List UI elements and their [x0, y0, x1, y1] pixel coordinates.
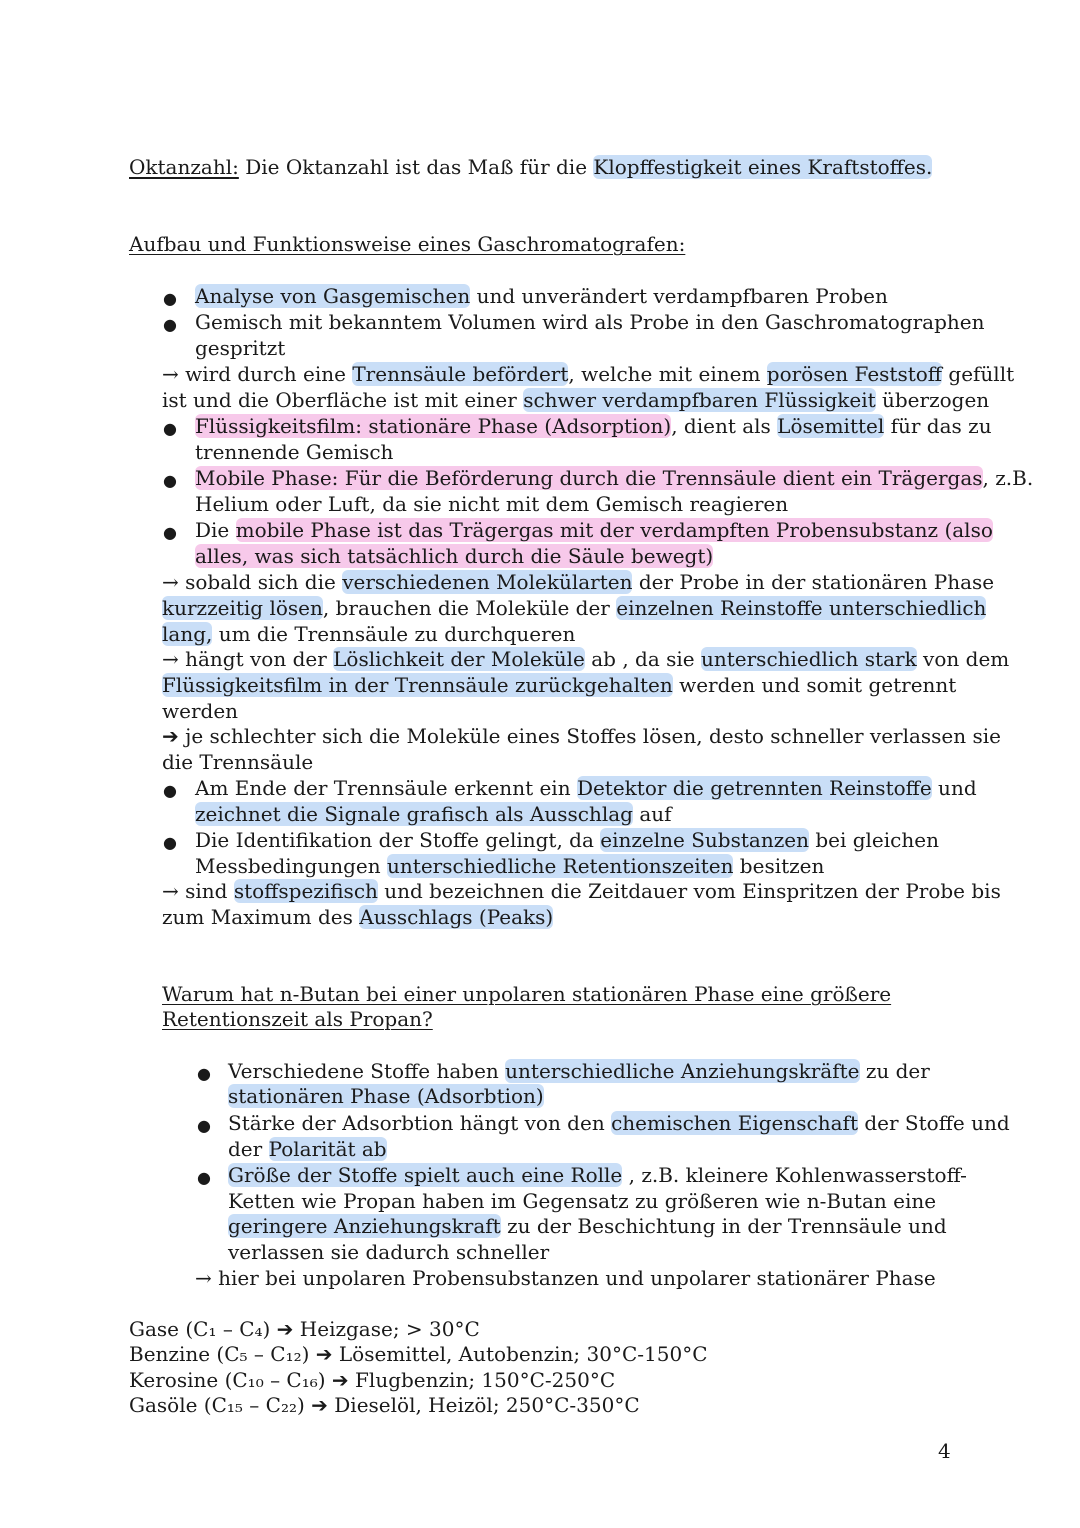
highlight: Analyse von Gasgemischen: [195, 284, 471, 308]
text: , welche mit einem: [568, 362, 767, 386]
bullet-item-cont: [228, 1084, 544, 1110]
arrow-line-cont: werden: [162, 699, 239, 723]
highlight: lang,: [162, 622, 213, 646]
text: gefüllt: [942, 362, 1015, 386]
highlight: einzelnen Reinstoffe unterschiedlich: [616, 596, 987, 620]
oktanzahl-label: Oktanzahl:: [129, 155, 239, 179]
bullet-item: [228, 1111, 1010, 1137]
highlight: stationären Phase (Adsorbtion): [228, 1084, 544, 1108]
text: auf: [632, 802, 672, 826]
bullet-icon: ●: [163, 315, 177, 334]
highlight: Mobile Phase: Für die Beförderung durch die Trennsäule dient ein Trägergas: [195, 466, 983, 490]
highlight: Flüssigkeitsfilm in der Trennsäule zurückgehalten: [162, 673, 673, 697]
highlight: unterschiedliche Retentionszeiten: [387, 854, 734, 878]
highlight: chemischen Eigenschaft: [611, 1111, 858, 1135]
text: Messbedingungen: [195, 854, 388, 878]
arrow-line: ➔ je schlechter sich die Moleküle eines Stoffes lösen, desto schneller verlassen sie: [162, 724, 1002, 748]
text: , z.B.: [982, 466, 1034, 490]
bullet-item: [195, 414, 992, 440]
highlight: zeichnet die Signale grafisch als Ausschlag: [195, 802, 633, 826]
highlight: schwer verdampfbaren Flüssigkeit: [523, 388, 876, 412]
text: → wird durch eine: [162, 362, 353, 386]
text: und unverändert verdampfbaren Proben: [470, 284, 888, 308]
arrow-line: [162, 570, 994, 596]
highlight: Lösemittel: [777, 414, 885, 438]
fraktion-line: Gasöle (C₁₅ – C₂₂) ➔ Dieselöl, Heizöl; 250°C-350°C: [129, 1393, 640, 1417]
highlight: mobile Phase ist das Trägergas mit der verdampften Probensubstanz (also: [235, 518, 993, 542]
text: und bezeichnen die Zeitdauer vom Einspritzen der Probe bis: [377, 879, 1001, 903]
text: ab , da sie: [584, 647, 701, 671]
text: Verschiedene Stoffe haben: [228, 1059, 506, 1083]
arrow-line: [162, 879, 1001, 905]
text: , brauchen die Moleküle der: [322, 596, 617, 620]
arrow-line-cont: [162, 673, 956, 699]
highlight: Ausschlags (Peaks): [359, 905, 554, 929]
fraktion-line: Kerosine (C₁₀ – C₁₆) ➔ Flugbenzin; 150°C-250°C: [129, 1368, 616, 1392]
text: zum Maximum des: [162, 905, 360, 929]
arrow-line-cont: [162, 388, 989, 414]
bullet-item: [195, 284, 888, 310]
bullet-item-cont: [228, 1214, 947, 1240]
highlight: Trennsäule befördert: [352, 362, 569, 386]
bullet-icon: ●: [163, 289, 177, 308]
text: → hängt von der: [162, 647, 334, 671]
text: und: [931, 776, 977, 800]
highlight: Größe der Stoffe spielt auch eine Rolle: [228, 1163, 623, 1187]
highlight: verschiedenen Molekülarten: [342, 570, 633, 594]
text: Stärke der Adsorbtion hängt von den: [228, 1111, 612, 1135]
arrow-line: [162, 647, 1009, 673]
question-heading: Warum hat n-Butan bei einer unpolaren stationären Phase eine größere: [162, 982, 892, 1006]
highlight: unterschiedlich stark: [700, 647, 917, 671]
highlight: geringere Anziehungskraft: [228, 1214, 501, 1238]
bullet-item: [228, 1163, 967, 1189]
text: bei gleichen: [808, 828, 939, 852]
bullet-item: [195, 518, 993, 544]
text: der: [228, 1137, 269, 1161]
highlight: kurzzeitig lösen: [162, 596, 323, 620]
bullet-item-cont: [195, 802, 672, 828]
highlight: Detektor die getrennten Reinstoffe: [576, 776, 932, 800]
arrow-line: → hier bei unpolaren Probensubstanzen und unpolarer stationärer Phase: [195, 1266, 936, 1290]
bullet-item: [195, 776, 977, 802]
text: → sind: [162, 879, 234, 903]
text: → sobald sich die: [162, 570, 343, 594]
text: von dem: [916, 647, 1010, 671]
bullet-item: [228, 1059, 930, 1085]
page-number: 4: [938, 1439, 951, 1463]
bullet-icon: ●: [163, 781, 177, 800]
text: Die Identifikation der Stoffe gelingt, da: [195, 828, 601, 852]
highlight: Polarität ab: [268, 1137, 387, 1161]
highlight: Flüssigkeitsfilm: stationäre Phase (Adsorption): [195, 414, 672, 438]
bullet-item-cont: Ketten wie Propan haben im Gegensatz zu größeren wie n-Butan eine: [228, 1189, 937, 1213]
bullet-item-cont: gespritzt: [195, 336, 286, 360]
bullet-item: Gemisch mit bekanntem Volumen wird als Probe in den Gaschromatographen: [195, 310, 985, 334]
bullet-item-cont: verlassen sie dadurch schneller: [228, 1240, 550, 1264]
bullet-item: [195, 828, 939, 854]
fraktion-line: Benzine (C₅ – C₁₂) ➔ Lösemittel, Autobenzin; 30°C-150°C: [129, 1342, 708, 1366]
text: , z.B. kleinere Kohlenwasserstoff-: [622, 1163, 967, 1187]
text: besitzen: [733, 854, 825, 878]
bullet-icon: ●: [163, 471, 177, 490]
text: Am Ende der Trennsäule erkennt ein: [195, 776, 577, 800]
bullet-icon: ●: [197, 1116, 211, 1135]
text: ist und die Oberfläche ist mit einer: [162, 388, 524, 412]
bullet-item-cont: [228, 1137, 387, 1163]
text: , dient als: [671, 414, 778, 438]
highlight: porösen Feststoff: [766, 362, 943, 386]
bullet-item-cont: [195, 854, 824, 880]
text: zu der: [859, 1059, 930, 1083]
bullet-item: [195, 466, 1033, 492]
bullet-icon: ●: [163, 419, 177, 438]
oktanzahl-line: [129, 155, 932, 181]
arrow-line-cont: [162, 905, 553, 931]
arrow-line: [162, 362, 1014, 388]
fraktion-line: Gase (C₁ – C₄) ➔ Heizgase; > 30°C: [129, 1317, 480, 1341]
text: der Stoffe und: [858, 1111, 1010, 1135]
highlight: Klopffestigkeit eines Kraftstoffes.: [593, 155, 933, 179]
bullet-item-cont: [195, 544, 713, 570]
question-heading-cont: Retentionszeit als Propan?: [162, 1007, 433, 1031]
text: werden und somit getrennt: [672, 673, 957, 697]
highlight: alles, was sich tatsächlich durch die Säule bewegt): [195, 544, 714, 568]
text: um die Trennsäule zu durchqueren: [212, 622, 576, 646]
arrow-line-cont: die Trennsäule: [162, 750, 314, 774]
bullet-item-cont: Helium oder Luft, da sie nicht mit dem Gemisch reagieren: [195, 492, 789, 516]
text: zu der Beschichtung in der Trennsäule und: [500, 1214, 947, 1238]
bullet-icon: ●: [197, 1168, 211, 1187]
highlight: stoffspezifisch: [233, 879, 378, 903]
arrow-line-cont: [162, 622, 575, 648]
section-heading: Aufbau und Funktionsweise eines Gaschromatografen:: [129, 232, 686, 256]
bullet-icon: ●: [197, 1064, 211, 1083]
text: für das zu: [884, 414, 992, 438]
bullet-icon: ●: [163, 523, 177, 542]
text: der Probe in der stationären Phase: [632, 570, 995, 594]
highlight: Löslichkeit der Moleküle: [333, 647, 585, 671]
oktanzahl-text: Die Oktanzahl ist das Maß für die: [238, 155, 594, 179]
bullet-icon: ●: [163, 833, 177, 852]
highlight: unterschiedliche Anziehungskräfte: [505, 1059, 860, 1083]
text: überzogen: [875, 388, 990, 412]
highlight: einzelne Substanzen: [600, 828, 809, 852]
text: Die: [195, 518, 236, 542]
arrow-line-cont: [162, 596, 986, 622]
bullet-item-cont: trennende Gemisch: [195, 440, 394, 464]
